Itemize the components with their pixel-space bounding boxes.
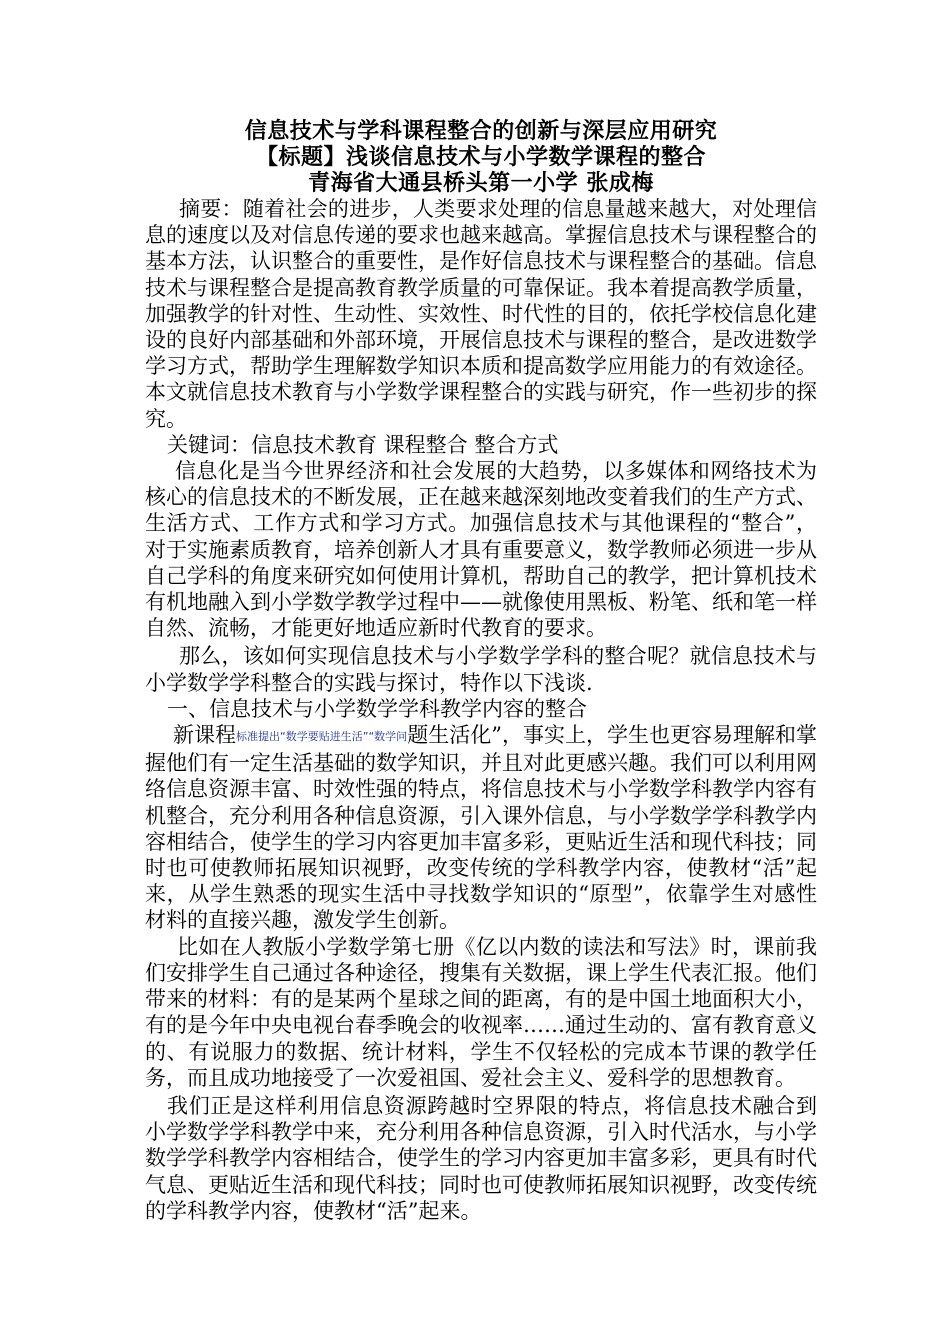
paragraph-2: 那么，该如何实现信息技术与小学数学学科的整合呢？就信息技术与小学数学学科整合的实践与探讨，特作以下浅谈. [145,644,817,695]
document-subtitle: 【标题】浅谈信息技术与小学数学课程的整合 [255,144,706,170]
paragraph-3-start: 新课程 [173,723,237,748]
paragraph-5: 我们正是这样利用信息资源跨越时空界限的特点，将信息技术融合到小学数学学科教学中来，充分利用各种信息资源，引入时代活水，与小学数学学科教学内容相结合，使学生的学习内容更加丰富多彩，更具有时代气息、更贴近生活和现代科技；同时也可使教师拓展知识视野，改变传统的学科教学内容，使教材“活”起来。 [145,1093,817,1223]
paragraph-3-rest: 题生活化”，事实上，学生也更容易理解和掌握他们有一定生活基础的数学知识，并且对此更感兴趣。我们可以利用网络信息资源丰富、时效性强的特点，将信息技术与小学数学科教学内容有机整合，充分利用各种信息资源，引入课外信息，与小学数学学科教学内容相结合，使学生的学习内容更加丰富多彩，更贴近生活和现代科技；同时也可使教师拓展知识视野，改变传统的学科教学内容，使教材“活”起来，从学生熟悉的现实生活中寻找数学知识的“原型”，依靠学生对感性材料的直接兴趣，激发学生创新。 [145,723,817,933]
paragraph-3 [145,722,817,934]
document-author: 青海省大通县桥头第一小学 张成梅 [308,170,654,196]
section-heading-1: 一、信息技术与小学数学学科教学内容的整合 [167,696,587,721]
paragraph-1: 信息化是当今世界经济和社会发展的大趋势，以多媒体和网络技术为核心的信息技术的不断发展，正在越来越深刻地改变着我们的生产方式、生活方式、工作方式和学习方式。加强信息技术与其他课程的“整合”，对于实施素质教育，培养创新人才具有重要意义，数学教师必须进一步从自己学科的角度来研究如何使用计算机，帮助自己的教学，把计算机技术有机地融入到小学数学教学过程中——就像使用黑板、粉笔、纸和笔一样自然、流畅，才能更好地适应新时代教育的要求。 [145,459,817,641]
paragraph-4: 比如在人教版小学数学第七册《亿以内数的读法和写法》时，课前我们安排学生自己通过各种途径，搜集有关数据，课上学生代表汇报。他们带来的材料：有的是某两个星球之间的距离，有的是中国土地面积大小，有的是今年中央电视台春季晚会的收视率……通过生动的、富有教育意义的、有说服力的数据、统计材料，学生不仅轻松的完成本节课的教学任务，而且成功地接受了一次爱祖国、爱社会主义、爱科学的思想教育。 [145,934,817,1090]
inline-annotation: 标准提出“数学要贴进生活”“数学问 [236,730,408,744]
abstract-paragraph: 摘要：随着社会的进步，人类要求处理的信息量越来越大，对处理信息的速度以及对信息传递的要求也越来越高。掌握信息技术与课程整合的基本方法，认识整合的重要性，是作好信息技术与课程整合的基础。信息技术与课程整合是提高教育教学质量的可靠保证。我本着提高教学质量，加强教学的针对性、生动性、实效性、时代性的目的，依托学校信息化建设的良好内部基础和外部环境，开展信息技术与课程的整合，是改进数学学习方式，帮助学生理解数学知识本质和提高数学应用能力的有效途径。本文就信息技术教育与小学数学课程整合的实践与研究，作一些初步的探究。 [145,197,817,431]
keywords-line: 关键词：信息技术教育 课程整合 整合方式 [167,432,559,457]
document-page [145,118,817,1224]
document-title: 信息技术与学科课程整合的创新与深层应用研究 [244,118,718,144]
